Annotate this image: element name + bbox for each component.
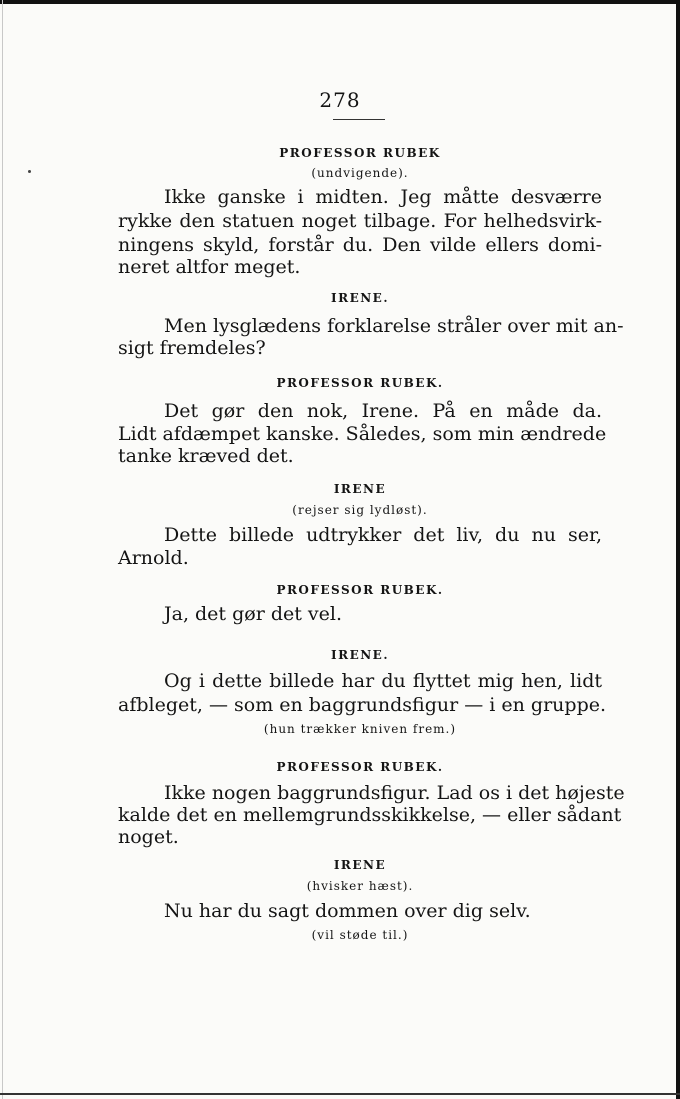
stage-direction: (vil støde til.) (311, 928, 409, 942)
dialogue-line: Lidt afdæmpet kanske. Således, som min ændrede (118, 423, 607, 445)
page-number-rule (333, 119, 385, 120)
stage-direction: (hun trækker kniven frem.) (263, 722, 457, 736)
stage-direction: (undvigende). (311, 166, 409, 180)
dialogue-line: Men lysglædens forklarelse stråler over mit an- (164, 315, 624, 337)
dialogue-line: Og i dette billede har du flyttet mig hen, lidt (164, 670, 602, 692)
dialogue-line: Det gør den nok, Irene. På en måde da. (164, 400, 602, 422)
speaker-label: IRENE. (330, 291, 390, 305)
speaker-label: IRENE. (330, 648, 390, 662)
dialogue-line: noget. (118, 826, 179, 848)
dialogue-line: sigt fremdeles? (118, 337, 266, 359)
page-number: 278 (319, 88, 361, 112)
page-bottom-edge (0, 1093, 680, 1095)
speaker-label: IRENE (333, 858, 387, 872)
dialogue-line: Nu har du sagt dommen over dig selv. (164, 900, 531, 922)
speaker-label: IRENE (333, 482, 387, 496)
dialogue-line: afbleget, — som en baggrundsfigur — i en gruppe. (118, 694, 607, 716)
dialogue-line: rykke den statuen noget tilbage. For helhedsvirk- (118, 210, 602, 232)
dialogue-line: ningens skyld, forstår du. Den vilde ellers domi- (118, 234, 602, 256)
dialogue-line: tanke kræved det. (118, 445, 294, 467)
page-top-edge (0, 0, 680, 4)
speaker-label: PROFESSOR RUBEK. (276, 376, 444, 390)
dialogue-line: kalde det en mellemgrundsskikkelse, — eller sådant (118, 804, 622, 826)
dialogue-line: Ikke nogen baggrundsfigur. Lad os i det højeste (164, 782, 625, 804)
dialogue-line: Ikke ganske i midten. Jeg måtte desværre (164, 186, 602, 208)
dialogue-line: Dette billede udtrykker det liv, du nu ser, (164, 524, 602, 546)
speaker-label: PROFESSOR RUBEK (279, 146, 441, 160)
dialogue-line: Ja, det gør det vel. (164, 603, 343, 625)
dialogue-line: Arnold. (118, 547, 189, 569)
speaker-label: PROFESSOR RUBEK. (276, 760, 444, 774)
dialogue-line: neret altfor meget. (118, 256, 301, 278)
stage-direction: (rejser sig lydløst). (292, 503, 428, 517)
speaker-label: PROFESSOR RUBEK. (276, 583, 444, 597)
stage-direction: (hvisker hæst). (306, 879, 414, 893)
